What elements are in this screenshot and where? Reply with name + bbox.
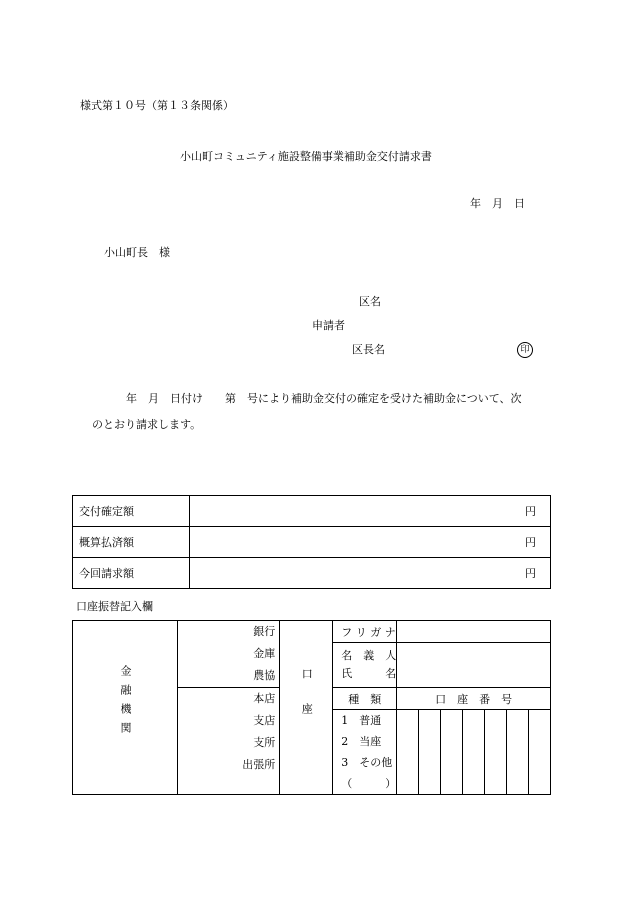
page-title: 小山町コミュニティ施設整備事業補助金交付請求書 [180,150,432,163]
institution-label-text: 金融機関 [119,664,132,741]
account-section-title: 口座振替記入欄 [76,600,153,613]
addressee: 小山町長 様 [104,246,170,259]
number-header: 口 座 番 号 [397,688,551,710]
amount-label: 今回請求額 [73,558,190,589]
head-label: 区長名 [352,343,385,356]
type-option-current[interactable]: 2 当座 [341,735,382,748]
seal-mark: 印 [517,342,533,358]
amount-row [73,527,551,558]
amount-label: 交付確定額 [73,496,190,527]
branch-type-branch: 支店 [253,714,276,727]
applicant-label: 申請者 [312,319,345,332]
bank-type-shinkin: 金庫 [253,647,276,660]
account-number-digit[interactable] [529,710,551,795]
account-number-digit[interactable] [441,710,463,795]
bank-type-bank: 銀行 [253,625,276,638]
bank-type-cell[interactable] [178,621,280,688]
branch-type-cell[interactable] [178,688,280,795]
account-table [72,620,551,795]
date-line: 年 月 日 [470,197,525,210]
type-option-other[interactable]: 3 その他（ ） [341,756,397,790]
body-line-1: 年 月 日付け 第 号により補助金交付の確定を受けた補助金について、次 [126,392,522,405]
account-label-text: 口座 [300,667,314,738]
type-header: 種 類 [333,688,397,710]
account-label [280,621,333,795]
amount-value[interactable]: 円 [190,496,551,527]
form-number: 様式第１０号（第１３条関係） [80,99,234,112]
account-number-digit[interactable] [507,710,529,795]
holder-name-field[interactable] [397,643,551,688]
branch-type-sub: 支所 [253,736,276,749]
branch-type-head: 本店 [253,692,276,705]
account-number-digit[interactable] [463,710,485,795]
holder-label-line1: 名 義 人 [341,649,397,662]
type-option-regular[interactable]: 1 普通 [341,714,382,727]
account-number-digit[interactable] [419,710,441,795]
body-line-2: のとおり請求します。 [92,418,202,431]
holder-label [333,643,397,688]
amount-row [73,558,551,589]
furigana-label: フ リ ガ ナ [333,621,397,643]
amounts-table [72,495,551,589]
account-number-digit[interactable] [485,710,507,795]
account-number-digit[interactable] [397,710,419,795]
holder-label-line2: 氏 名 [341,667,397,680]
branch-type-office: 出張所 [242,758,276,771]
institution-label [73,621,178,795]
furigana-field[interactable] [397,621,551,643]
bank-type-nokyo: 農協 [253,669,276,682]
amount-value[interactable]: 円 [190,558,551,589]
amount-label: 概算払済額 [73,527,190,558]
district-label: 区名 [359,295,381,308]
amount-row [73,496,551,527]
amount-value[interactable]: 円 [190,527,551,558]
account-type-options[interactable] [333,710,397,795]
